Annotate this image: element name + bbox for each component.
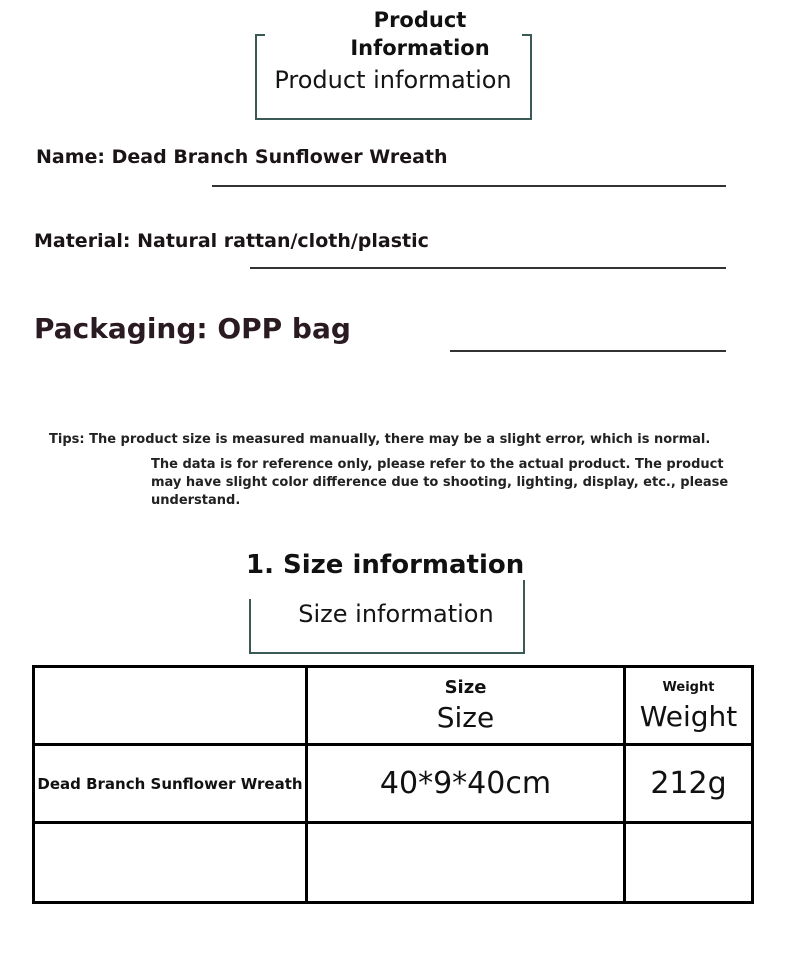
size-table (32, 665, 754, 904)
tips-line-1: Tips: The product size is measured manually, there may be a slight error, which is normal. (49, 432, 711, 447)
size-header-big: Size (436, 700, 495, 734)
row-product-name: Dead Branch Sunflower Wreath (34, 745, 307, 823)
name-underline (212, 185, 726, 187)
table-header-row (34, 667, 753, 745)
size-section-subtitle: Size information (298, 600, 494, 628)
row-size: 40*9*40cm (307, 745, 625, 823)
weight-header-small: Weight (662, 679, 715, 695)
empty-cell (307, 823, 625, 903)
weight-header-big: Weight (639, 699, 738, 733)
header-cell-size (307, 667, 625, 745)
empty-cell (625, 823, 753, 903)
header-cell-empty (34, 667, 307, 745)
product-packaging: Packaging: OPP bag (34, 312, 351, 345)
product-material: Material: Natural rattan/cloth/plastic (34, 230, 429, 252)
material-underline (250, 267, 726, 269)
row-weight: 212g (625, 745, 753, 823)
frame-corner-right (522, 34, 532, 36)
frame-corner-left (255, 34, 265, 36)
product-name: Name: Dead Branch Sunflower Wreath (36, 146, 448, 168)
table-row-empty (34, 823, 753, 903)
page-title: Product Information (330, 6, 510, 62)
tips-line-2: The data is for reference only, please refer to the actual product. The product may have slight color difference due to shooting, lighting, display, etc., please understand. (151, 457, 729, 508)
page-subtitle: Product information (274, 66, 512, 94)
size-header-small: Size (444, 676, 487, 698)
size-section-title: 1. Size information (246, 550, 530, 580)
table-row (34, 745, 753, 823)
frame-left-bar (249, 599, 251, 654)
packaging-underline (450, 350, 726, 352)
empty-cell (34, 823, 307, 903)
header-cell-weight (625, 667, 753, 745)
